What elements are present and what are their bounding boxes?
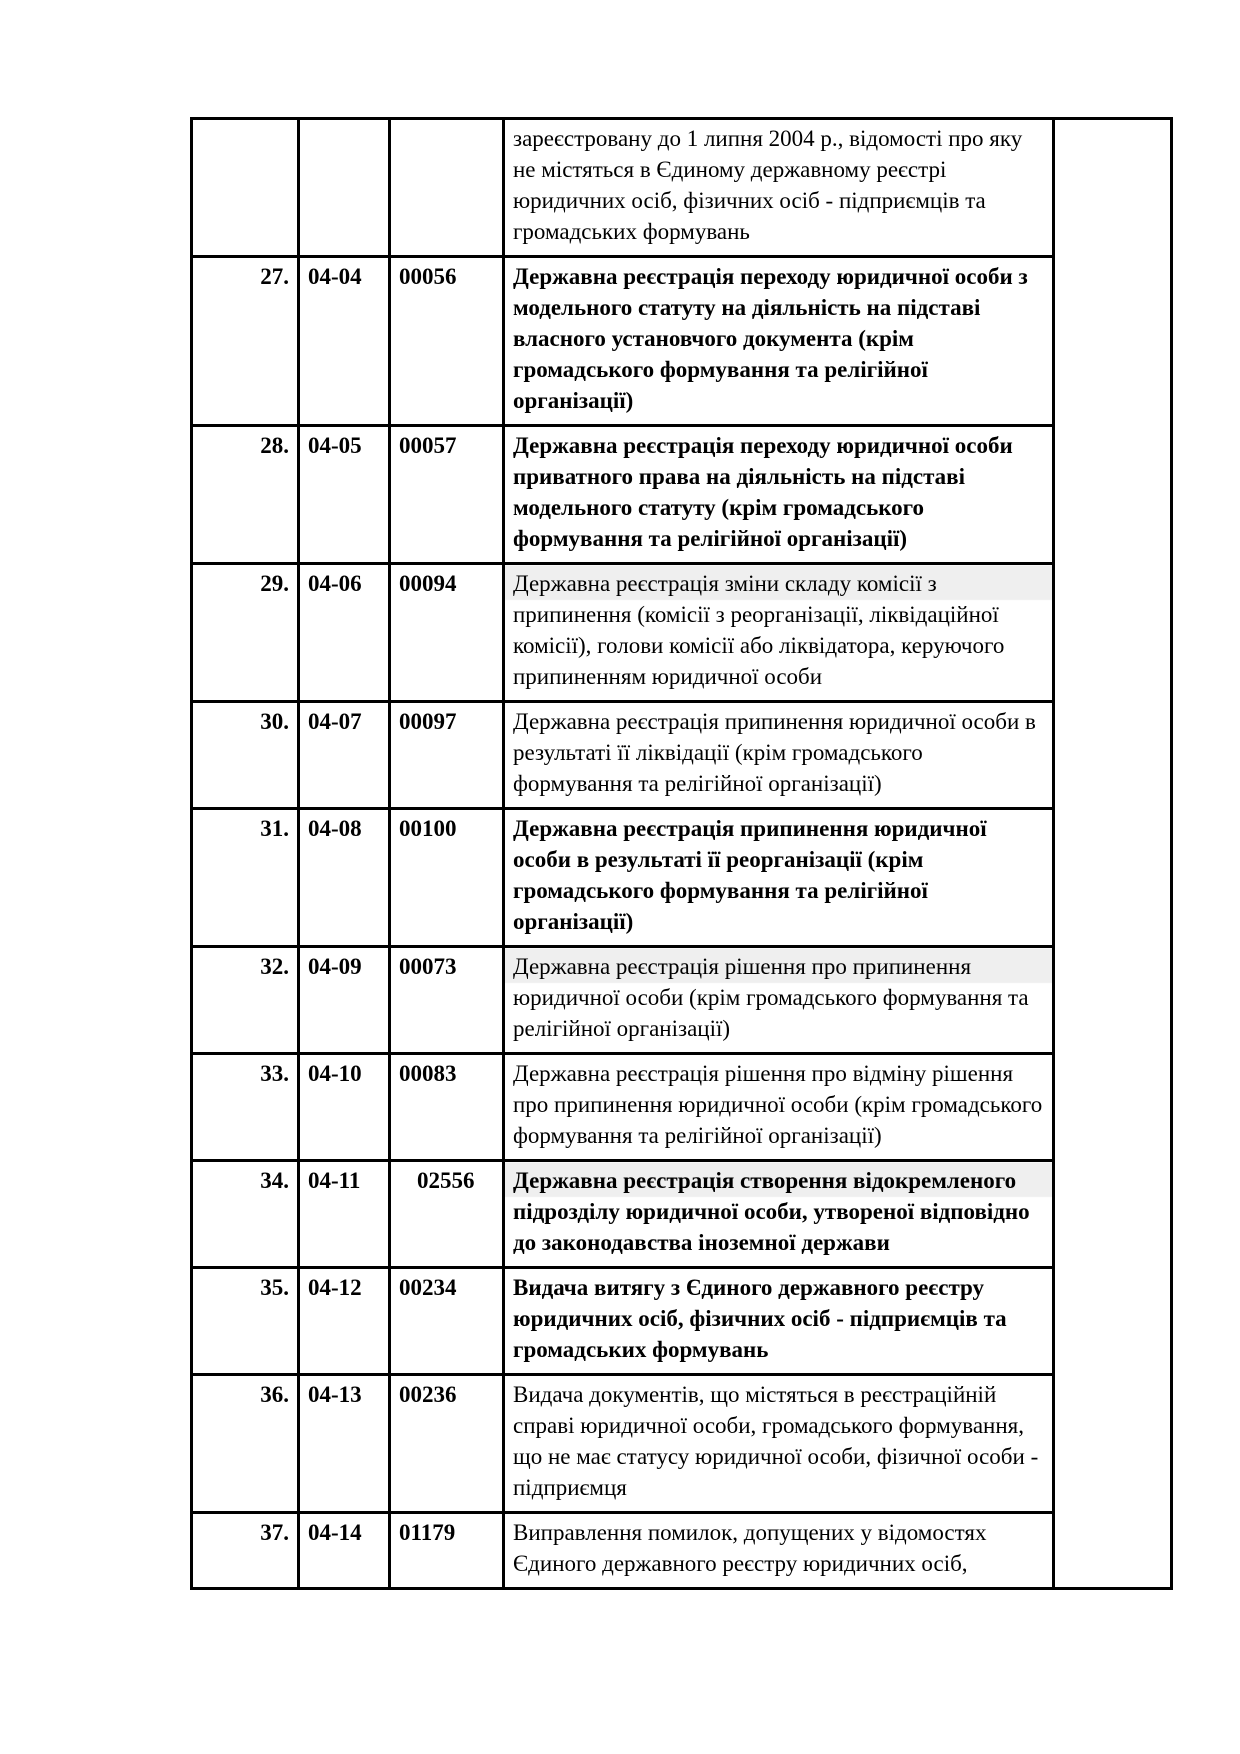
service-description-cell: Видача документів, що містяться в реєстраційній справі юридичної особи, громадського формування, що не має статусу юридичної особи, фізичної особи - підприємця bbox=[504, 1375, 1054, 1513]
table-row bbox=[192, 564, 1172, 702]
service-code-cell: 02556 bbox=[390, 1161, 504, 1268]
chapter-code-cell: 04-14 bbox=[299, 1513, 390, 1589]
row-number-cell: 37. bbox=[192, 1513, 299, 1589]
empty-notes-cell bbox=[1054, 119, 1172, 1589]
table-row bbox=[192, 1054, 1172, 1161]
chapter-code-cell: 04-07 bbox=[299, 702, 390, 809]
chapter-code-cell bbox=[299, 119, 390, 257]
table-row bbox=[192, 119, 1172, 257]
row-number-cell: 33. bbox=[192, 1054, 299, 1161]
table-row bbox=[192, 1268, 1172, 1375]
chapter-code-cell: 04-09 bbox=[299, 947, 390, 1054]
row-number-cell: 32. bbox=[192, 947, 299, 1054]
chapter-code-cell: 04-05 bbox=[299, 426, 390, 564]
table-row bbox=[192, 257, 1172, 426]
row-number-cell: 36. bbox=[192, 1375, 299, 1513]
service-code-cell: 00057 bbox=[390, 426, 504, 564]
service-description-cell: Державна реєстрація рішення про припинення юридичної особи (крім громадського формування та релігійної організації) bbox=[504, 947, 1054, 1054]
chapter-code-cell: 04-06 bbox=[299, 564, 390, 702]
chapter-code-cell: 04-11 bbox=[299, 1161, 390, 1268]
service-description-cell: Виправлення помилок, допущених у відомостях Єдиного державного реєстру юридичних осіб, bbox=[504, 1513, 1054, 1589]
service-code-cell: 00097 bbox=[390, 702, 504, 809]
row-number-cell: 29. bbox=[192, 564, 299, 702]
service-description-cell: Державна реєстрація зміни складу комісії з припинення (комісії з реорганізації, ліквідаційної комісії), голови комісії або ліквідатора, керуючого припиненням юридичної особи bbox=[504, 564, 1054, 702]
table-row bbox=[192, 702, 1172, 809]
service-description-cell: зареєстровану до 1 липня 2004 р., відомості про яку не містяться в Єдиному державному реєстрі юридичних осіб, фізичних осіб - підприємців та громадських формувань bbox=[504, 119, 1054, 257]
service-code-cell: 00073 bbox=[390, 947, 504, 1054]
row-number-cell: 30. bbox=[192, 702, 299, 809]
service-description-cell: Державна реєстрація припинення юридичної особи в результаті її ліквідації (крім громадського формування та релігійної організації) bbox=[504, 702, 1054, 809]
service-code-cell: 00100 bbox=[390, 809, 504, 947]
row-number-cell bbox=[192, 119, 299, 257]
table-row bbox=[192, 1375, 1172, 1513]
table-row bbox=[192, 947, 1172, 1054]
service-code-cell: 00234 bbox=[390, 1268, 504, 1375]
row-number-cell: 35. bbox=[192, 1268, 299, 1375]
service-description-cell: Державна реєстрація рішення про відміну рішення про припинення юридичної особи (крім громадського формування та релігійної організації) bbox=[504, 1054, 1054, 1161]
chapter-code-cell: 04-10 bbox=[299, 1054, 390, 1161]
chapter-code-cell: 04-12 bbox=[299, 1268, 390, 1375]
chapter-code-cell: 04-04 bbox=[299, 257, 390, 426]
row-number-cell: 27. bbox=[192, 257, 299, 426]
row-number-cell: 34. bbox=[192, 1161, 299, 1268]
table-row bbox=[192, 1513, 1172, 1589]
service-description-cell: Державна реєстрація переходу юридичної особи з модельного статуту на діяльність на підставі власного установчого документа (крім громадського формування та релігійної організації) bbox=[504, 257, 1054, 426]
service-description-cell: Державна реєстрація переходу юридичної особи приватного права на діяльність на підставі модельного статуту (крім громадського формування та релігійної організації) bbox=[504, 426, 1054, 564]
service-description-cell: Видача витягу з Єдиного державного реєстру юридичних осіб, фізичних осіб - підприємців та громадських формувань bbox=[504, 1268, 1054, 1375]
service-code-cell: 01179 bbox=[390, 1513, 504, 1589]
row-number-cell: 28. bbox=[192, 426, 299, 564]
service-description-cell: Державна реєстрація створення відокремленого підрозділу юридичної особи, утвореної відповідно до законодавства іноземної держави bbox=[504, 1161, 1054, 1268]
registration-services-table bbox=[190, 117, 1173, 1590]
chapter-code-cell: 04-08 bbox=[299, 809, 390, 947]
service-code-cell bbox=[390, 119, 504, 257]
service-code-cell: 00083 bbox=[390, 1054, 504, 1161]
row-number-cell: 31. bbox=[192, 809, 299, 947]
table-row bbox=[192, 426, 1172, 564]
service-code-cell: 00094 bbox=[390, 564, 504, 702]
service-code-cell: 00236 bbox=[390, 1375, 504, 1513]
table-row bbox=[192, 1161, 1172, 1268]
service-code-cell: 00056 bbox=[390, 257, 504, 426]
chapter-code-cell: 04-13 bbox=[299, 1375, 390, 1513]
service-description-cell: Державна реєстрація припинення юридичної особи в результаті її реорганізації (крім громадського формування та релігійної організації) bbox=[504, 809, 1054, 947]
table-row bbox=[192, 809, 1172, 947]
